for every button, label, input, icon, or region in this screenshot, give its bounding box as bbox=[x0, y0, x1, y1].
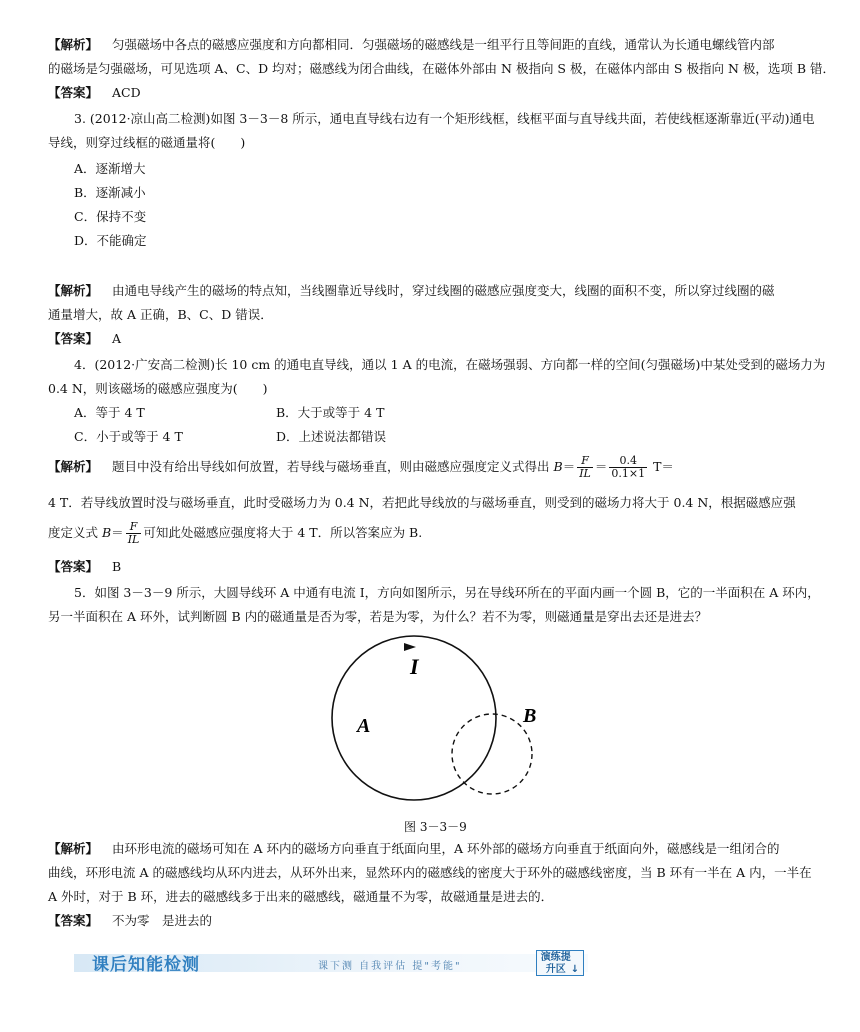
circle-b bbox=[452, 714, 532, 794]
q4-option-d: D．上述说法都错误 bbox=[276, 429, 387, 444]
formula-fraction: $\frac{F}{IL}$ bbox=[579, 454, 591, 480]
figure-3-3-9 bbox=[330, 632, 537, 802]
q4-analysis-line-2: 4 T．若导线放置时没与磁场垂直，此时受磁场力为 0.4 N，若把此导线放的与磁场垂直，则受到的磁场力将大于 0.4 N，根据磁感应强 bbox=[48, 495, 796, 510]
q5-stem-line-1: 5．如图 3－3－9 所示，大圆导线环 A 中通有电流 I，方向如图所示，另在导线环所在的平面内画一个圆 B，它的一半面积在 A 环内， bbox=[74, 585, 820, 600]
q4-option-a: A．等于 4 T bbox=[74, 405, 145, 420]
q4-answer: 【答案】 B bbox=[48, 559, 122, 574]
q3-analysis-line-2: 通量增大，故 A 正确，B、C、D 错误． bbox=[48, 307, 273, 322]
section-banner bbox=[74, 950, 588, 976]
down-arrow-icon: ↓ bbox=[570, 964, 580, 975]
q3-option-d: D．不能确定 bbox=[74, 233, 147, 248]
q4-stem-line-1: 4．(2012·广安高二检测)长 10 cm 的通电直导线，通以 1 A 的电流，在磁场强弱、方向都一样的空间(匀强磁场)中某处受到的磁场力为 bbox=[74, 357, 826, 372]
current-arrow-icon bbox=[404, 643, 416, 651]
q2-analysis-line-1: 【解析】 匀强磁场中各点的磁感应强度和方向都相同．匀强磁场的磁感线是一组平行且等间距的直线，通常认为长通电螺线管内部 bbox=[48, 37, 775, 52]
banner-title: 课后知能检测 bbox=[92, 955, 200, 975]
q2-answer: 【答案】 ACD bbox=[48, 85, 141, 100]
q3-option-c: C．保持不变 bbox=[74, 209, 147, 224]
q2-analysis-line-2: 的磁场是匀强磁场，可见选项 A、C、D 均对；磁感线为闭合曲线，在磁体外部由 N 极指向 S 极，在磁体内部由 S 极指向 N 极，选项 B 错． bbox=[48, 61, 835, 76]
q5-stem-line-2: 另一半面积在 A 环外，试判断圆 B 内的磁通量是否为零，若是为零，为什么？若不为零，则磁通量是穿出去还是进去？ bbox=[48, 609, 708, 624]
practice-section-button[interactable] bbox=[536, 950, 584, 976]
q5-analysis-line-1: 【解析】 由环形电流的磁场可知在 A 环内的磁场方向垂直于纸面向里，A 环外部的磁场方向垂直于纸面向外，磁感线是一组闭合的 bbox=[48, 841, 780, 856]
q3-stem-line-2: 导线，则穿过线框的磁通量将( ) bbox=[48, 135, 246, 150]
formula-fraction: $\frac{F}{IL}$ bbox=[127, 520, 140, 546]
q3-answer: 【答案】 A bbox=[48, 331, 122, 346]
q4-option-c: C．小于或等于 4 T bbox=[74, 429, 183, 444]
q5-analysis-line-2: 曲线，环形电流 A 的磁感线均从环内进去，从环外出来，显然环内的磁感线的密度大于环外的磁感线密度，当 B 环有一半在 A 内，一半在 bbox=[48, 865, 812, 880]
answer-tag: 【答案】 bbox=[48, 85, 99, 100]
answer-tag: 【答案】 bbox=[48, 559, 99, 574]
q3-stem-line-1: 3. (2012·凉山高二检测)如图 3－3－8 所示，通电直导线右边有一个矩形线框，线框平面与直导线共面，若使线框逐渐靠近(平动)通电 bbox=[74, 111, 815, 126]
q4-analysis-line-3: 度定义式 B＝ $\frac{F}{IL}$ 可知此处磁感应强度将大于 4 T．所以答案应为 B. bbox=[48, 520, 423, 546]
button-label: 演练提升区 bbox=[540, 952, 571, 975]
q5-analysis-line-3: A 外时，对于 B 环，进去的磁感线多于出来的磁感线，磁通量不为零，故磁通量是进去的． bbox=[48, 889, 554, 904]
label-b: B bbox=[523, 705, 537, 727]
analysis-tag: 【解析】 bbox=[48, 459, 99, 474]
analysis-tag: 【解析】 bbox=[48, 841, 99, 856]
label-a: A bbox=[357, 715, 371, 737]
q4-stem-line-2: 0.4 N，则该磁场的磁感应强度为( ) bbox=[48, 381, 268, 396]
answer-tag: 【答案】 bbox=[48, 913, 99, 928]
answer-tag: 【答案】 bbox=[48, 331, 99, 346]
formula-fraction-values: $\frac{0.4}{0.1\times 1}$ bbox=[611, 454, 646, 480]
q5-answer: 【答案】 不为零 是进去的 bbox=[48, 913, 213, 928]
q4-analysis-line-1: 【解析】 题目中没有给出导线如何放置，若导线与磁场垂直，则由磁感应强度定义式得出 B＝ $\frac{F}{IL}$ ＝ $\frac{0.4}{0.1\times 1}$ T＝ bbox=[48, 454, 674, 480]
analysis-tag: 【解析】 bbox=[48, 37, 99, 52]
q3-option-a: A．逐渐增大 bbox=[74, 161, 146, 176]
analysis-tag: 【解析】 bbox=[48, 283, 99, 298]
banner-subtitle: 课下测 自我评估 提"考能" bbox=[318, 961, 462, 972]
label-current: I bbox=[410, 654, 419, 679]
q3-analysis-line-1: 【解析】 由通电导线产生的磁场的特点知，当线圈靠近导线时，穿过线圈的磁感应强度变大，线圈的面积不变，所以穿过线圈的磁 bbox=[48, 283, 775, 298]
figure-caption: 图 3－3－9 bbox=[404, 820, 467, 834]
q4-option-b: B．大于或等于 4 T bbox=[276, 405, 385, 420]
q3-option-b: B．逐渐减小 bbox=[74, 185, 146, 200]
